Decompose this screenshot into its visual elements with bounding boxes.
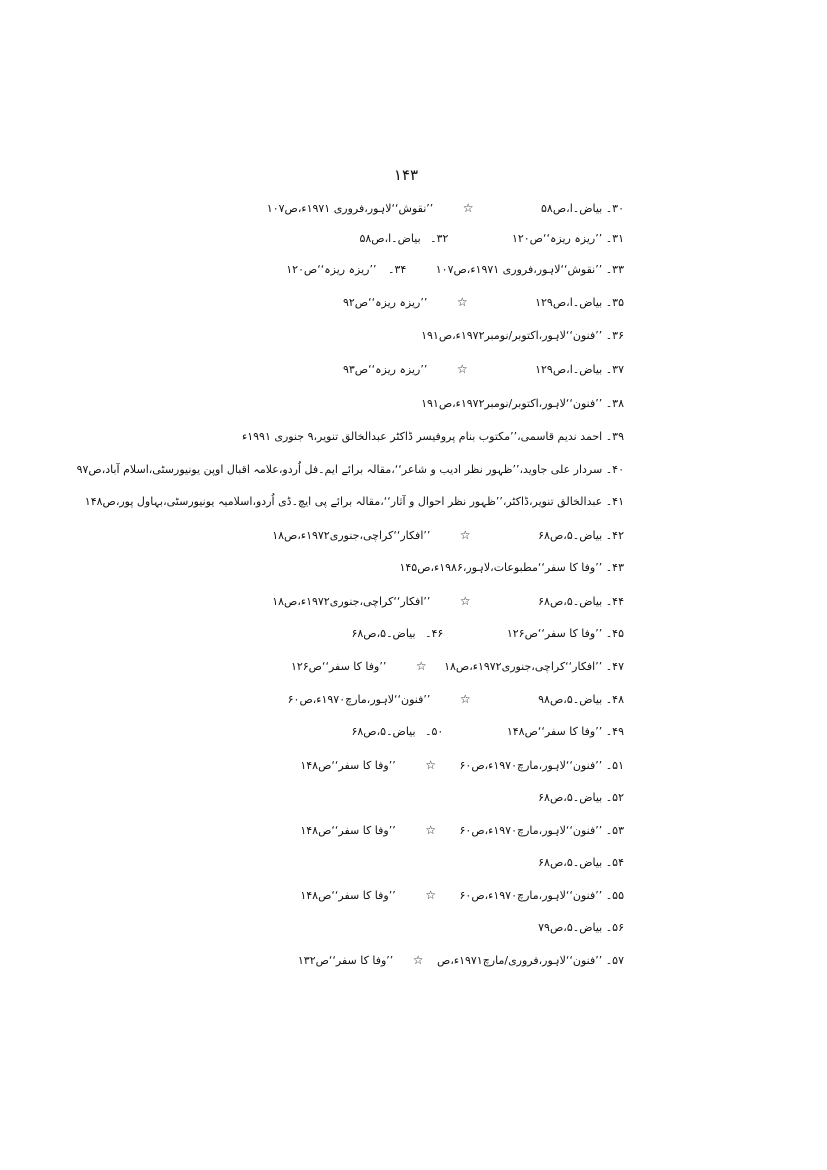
footnote-number: ۳۴۔ [387, 263, 407, 276]
footnote-left: ’’وفا کا سفر‘‘ص۱۴۸ [300, 889, 396, 902]
footnote-right: ۴۱۔ عبدالخالق تنویر،ڈاکٹر،’’ظہور نظر احوال و آثار‘‘،مقالہ برائے پی ایچ۔ڈی اُردو،اسلامیہ یونیورسٹی،بہاول پور،ص۱۴۸ [84, 495, 624, 508]
footnote-right: ۳۳۔ ’’نقوش‘‘لاہور،فروری ۱۹۷۱ء،ص۱۰۷ [435, 263, 624, 276]
footnote-right: ۳۶۔ ’’فنون‘‘لاہور،اکتوبر/نومبر۱۹۷۲ء،ص۱۹۱ [421, 329, 624, 342]
footnote-left: ’’وفا کا سفر‘‘ص۱۴۸ [300, 759, 396, 772]
footnote-left: ’’وفا کا سفر‘‘ص۱۳۲ [297, 954, 394, 967]
footnote-right: ۳۷۔ بیاض۔ا،ص۱۲۹ [535, 363, 624, 376]
footnote-row [300, 822, 624, 839]
footnote-left: بیاض۔۵،ص۶۸ [351, 627, 416, 640]
footnote-right: ۴۴۔ بیاض۔۵،ص۶۸ [538, 595, 624, 608]
footnote-row [538, 920, 624, 936]
footnote-left: ’’وفا کا سفر‘‘ص۱۴۸ [300, 824, 396, 837]
footnote-left: ’’افکار‘‘کراچی،جنوری۱۹۷۲ء،ص۱۸ [272, 595, 431, 608]
footnote-row [242, 429, 624, 445]
star-icon: ☆ [425, 888, 436, 902]
footnote-right: ۵۶۔ بیاض۔۵،ص۷۹ [538, 921, 624, 934]
footnote-row [300, 887, 624, 904]
footnote-row [291, 658, 624, 675]
footnote-right: ۵۴۔ بیاض۔۵،ص۶۸ [538, 856, 624, 869]
footnote-right: ۵۷۔ ’’فنون‘‘لاہور،فروری/مارچ۱۹۷۱ء،ص [437, 954, 624, 967]
star-icon: ☆ [425, 758, 436, 772]
star-icon: ☆ [456, 362, 468, 376]
footnote-left: ’’فنون‘‘لاہور،مارچ۱۹۷۰ء،ص۶۰ [287, 693, 431, 706]
footnote-left: بیاض۔ا،ص۵۸ [359, 232, 421, 245]
footnote-right: ۵۳۔ ’’فنون‘‘لاہور،مارچ۱۹۷۰ء،ص۶۰ [459, 824, 624, 837]
footnote-row [298, 952, 624, 969]
footnote-row [421, 328, 624, 344]
footnote-number: ۵۰۔ [425, 725, 444, 738]
footnote-left: بیاض۔۵،ص۶۸ [351, 725, 416, 738]
footnote-left: ’’ریزہ ریزہ‘‘ص۹۲ [342, 296, 428, 309]
footnote-right: ۴۰۔ سردار علی جاوید،’’ظہور نظر ادیب و شاعر‘‘،مقالہ برائے ایم۔فل اُردو،علامہ اقبال اوپن یونیورسٹی،اسلام آباد،ص۹۷ [76, 463, 624, 476]
star-icon: ☆ [459, 594, 471, 608]
footnote-row [272, 527, 624, 544]
footnote-row [77, 462, 624, 478]
footnote-row [421, 396, 624, 412]
footnote-left: ’’نقوش‘‘لاہور،فروری ۱۹۷۱ء،ص۱۰۷ [266, 202, 434, 215]
footnote-row [85, 494, 624, 510]
footnote-right: ۴۵۔ ’’وفا کا سفر‘‘ص۱۲۶ [506, 627, 624, 640]
footnote-right: ۴۹۔ ’’وفا کا سفر‘‘ص۱۴۸ [506, 725, 624, 738]
footnote-row [351, 626, 624, 642]
footnote-row [359, 231, 624, 247]
footnote-left: ’’وفا کا سفر‘‘ص۱۲۶ [290, 660, 387, 673]
footnote-right: ۴۳۔ ’’وفا کا سفر‘‘مطبوعات،لاہور،۱۹۸۶ء،ص۱۴۵ [399, 561, 624, 574]
footnote-right: ۳۰۔ بیاض۔ا،ص۵۸ [541, 202, 624, 215]
footnote-row [538, 855, 624, 871]
footnote-right: ۳۹۔ احمد ندیم قاسمی،’’مکتوب بنام پروفیسر ڈاکٹر عبدالخالق تنویر،۹ جنوری ۱۹۹۱ء [242, 430, 624, 443]
footnote-row [288, 691, 624, 708]
footnote-row [343, 294, 624, 311]
footnote-right: ۵۲۔ بیاض۔۵،ص۶۸ [538, 791, 624, 804]
star-icon: ☆ [459, 692, 471, 706]
footnote-right: ۵۱۔ ’’فنون‘‘لاہور،مارچ۱۹۷۰ء،ص۶۰ [459, 759, 624, 772]
footnote-number: ۴۶۔ [425, 627, 444, 640]
footnote-right: ۴۲۔ بیاض۔۵،ص۶۸ [538, 529, 624, 542]
page-number: ۱۴۳ [393, 166, 419, 184]
footnote-row [300, 757, 624, 774]
footnote-left: ’’ریزہ ریزہ‘‘ص۹۳ [342, 363, 428, 376]
footnote-row [267, 200, 624, 217]
footnote-row [538, 790, 624, 806]
footnote-right: ۴۷۔ ’’افکار‘‘کراچی،جنوری۱۹۷۲ء،ص۱۸ [444, 660, 624, 673]
footnote-row [272, 593, 624, 610]
footnote-right: ۳۵۔ بیاض۔ا،ص۱۲۹ [535, 296, 624, 309]
star-icon: ☆ [425, 823, 436, 837]
footnote-right: ۳۱۔ ’’ریزہ ریزہ‘‘ص۱۲۰ [511, 232, 624, 245]
footnote-right: ۴۸۔ بیاض۔۵،ص۹۸ [538, 693, 624, 706]
footnote-left: ’’افکار‘‘کراچی،جنوری۱۹۷۲ء،ص۱۸ [272, 529, 431, 542]
footnote-right: ۵۵۔ ’’فنون‘‘لاہور،مارچ۱۹۷۰ء،ص۶۰ [459, 889, 624, 902]
star-icon: ☆ [456, 295, 468, 309]
footnote-row [343, 361, 624, 378]
star-icon: ☆ [415, 659, 427, 673]
footnote-row [351, 724, 624, 740]
star-icon: ☆ [459, 528, 471, 542]
star-icon: ☆ [412, 953, 424, 967]
footnote-row [286, 262, 624, 278]
footnote-row [399, 560, 624, 576]
footnote-left: ’’ریزہ ریزہ‘‘ص۱۲۰ [286, 263, 377, 276]
footnote-number: ۳۲۔ [430, 232, 449, 245]
footnote-right: ۳۸۔ ’’فنون‘‘لاہور،اکتوبر/نومبر۱۹۷۲ء،ص۱۹۱ [421, 397, 624, 410]
star-icon: ☆ [462, 201, 474, 215]
